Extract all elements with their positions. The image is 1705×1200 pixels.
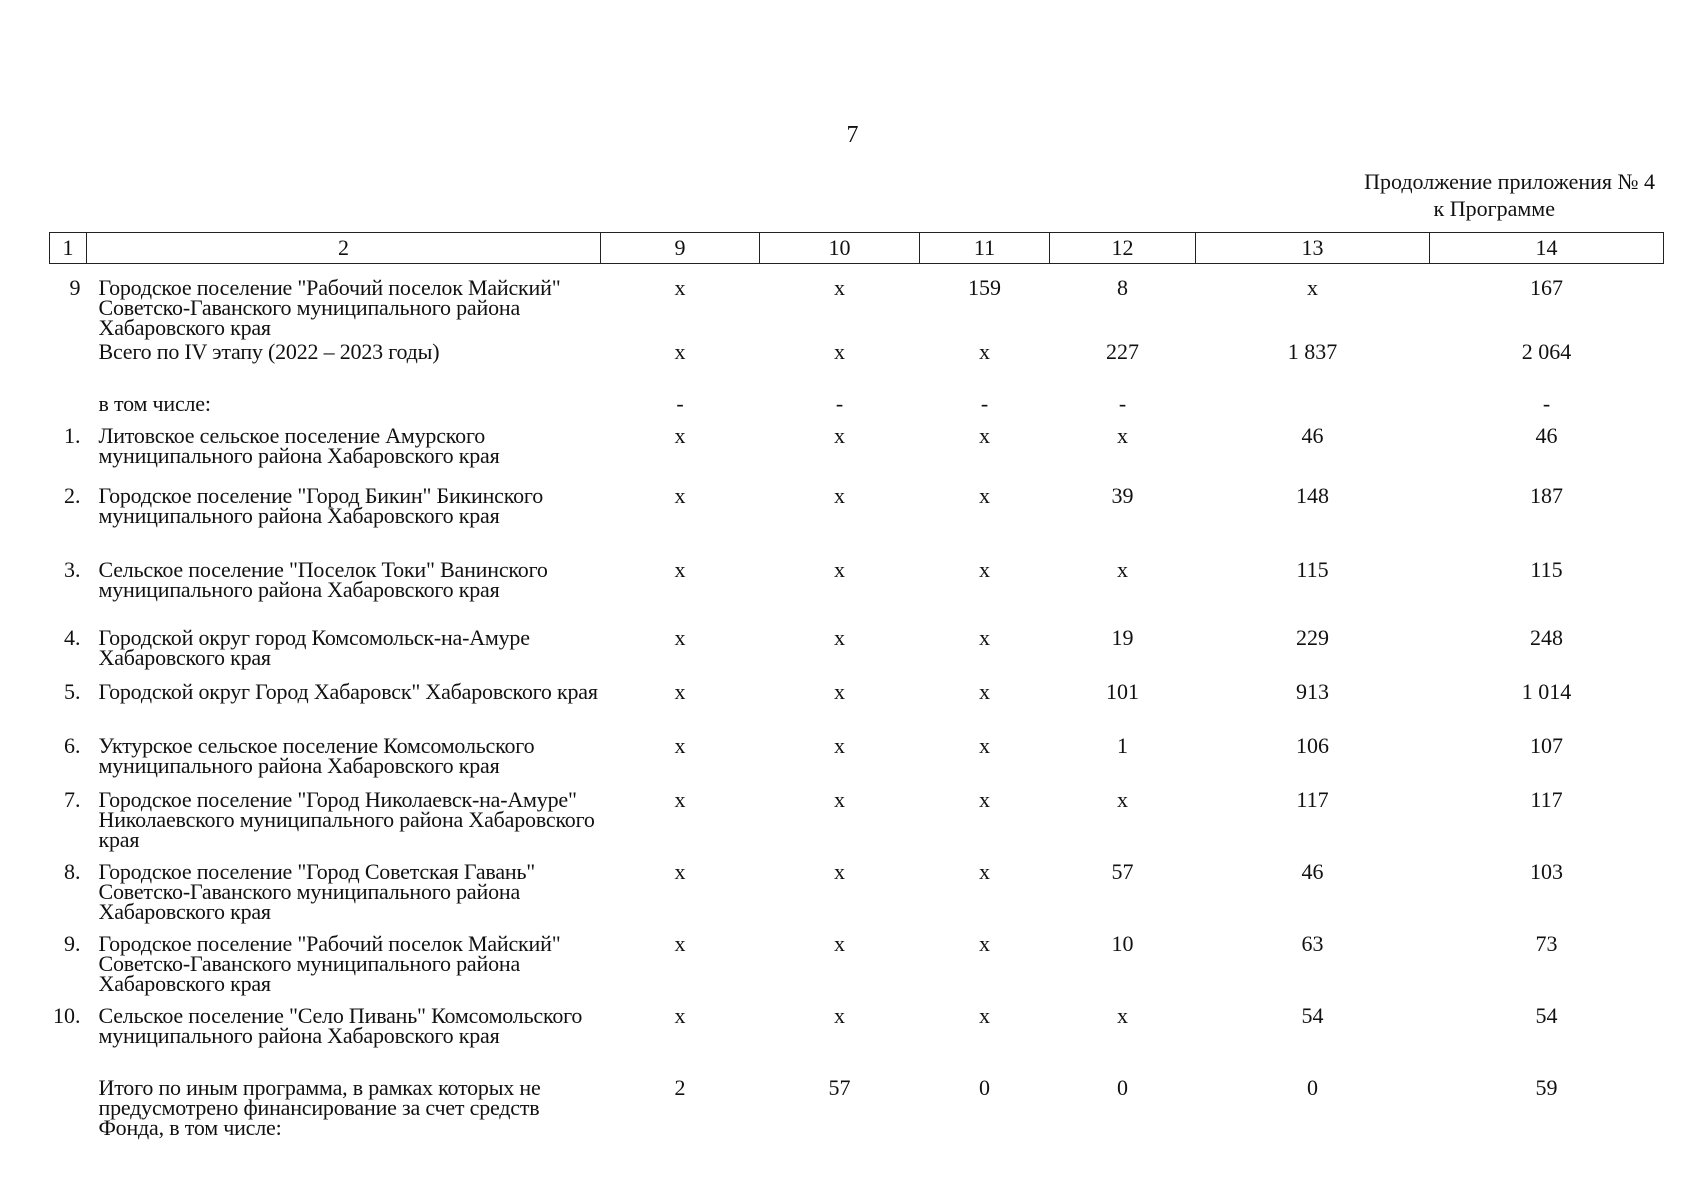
- row-value-col-9: х: [674, 423, 686, 448]
- row-value-col-9: -: [676, 391, 684, 416]
- row-value-col-10: х: [834, 557, 845, 582]
- row-value-col-14: 117: [1530, 787, 1563, 812]
- row-value-col-9: х: [674, 679, 686, 704]
- row-value-col-12: х: [1117, 1003, 1128, 1028]
- row-name: Сельское поселение "Поселок Токи" Ванинского муниципального района Хабаровского края: [98, 557, 548, 602]
- header-cell: 9: [601, 233, 760, 264]
- row-value-col-14: 59: [1535, 1075, 1558, 1100]
- row-value-col-12: 8: [1117, 275, 1128, 300]
- row-value-col-10: х: [834, 423, 845, 448]
- table-header: [50, 233, 1664, 264]
- row-value-col-9: х: [674, 1003, 686, 1028]
- row-value-col-13: 148: [1296, 483, 1329, 508]
- table-row: [50, 626, 1664, 680]
- row-value-col-10: х: [834, 1003, 845, 1028]
- row-value-col-14: 46: [1535, 423, 1558, 448]
- row-value-col-10: х: [834, 339, 845, 364]
- row-name: Городское поселение "Город Николаевск-на-Амуре" Николаевского муниципального района Хабаровского края: [98, 787, 595, 852]
- row-value-col-12: х: [1117, 423, 1128, 448]
- row-name: Городской округ Город Хабаровск" Хабаровского края: [98, 679, 598, 704]
- row-number: [50, 392, 87, 424]
- row-value-col-12: 57: [1111, 859, 1134, 884]
- row-number: 2.: [64, 483, 81, 508]
- row-value-col-11: 0: [979, 1075, 990, 1100]
- row-value-col-12: 10: [1111, 931, 1134, 956]
- row-value-col-13: 229: [1296, 625, 1329, 650]
- row-value-col-12: 1: [1117, 733, 1128, 758]
- row-name: Сельское поселение "Село Пивань" Комсомольского муниципального района Хабаровского края: [98, 1003, 583, 1048]
- row-name: Городское поселение "Город Бикин" Бикинского муниципального района Хабаровского края: [98, 483, 543, 528]
- row-value-col-12: х: [1117, 557, 1128, 582]
- row-value-col-11: х: [979, 625, 990, 650]
- table-row: [50, 1076, 1664, 1150]
- row-value-col-11: х: [979, 483, 990, 508]
- row-value-col-14: 2 064: [1521, 339, 1572, 364]
- row-number: 5.: [64, 679, 81, 704]
- header-row: [50, 233, 1664, 264]
- row-value-col-9: х: [674, 557, 686, 582]
- header-cell: 12: [1050, 233, 1196, 264]
- row-value-col-12: 19: [1111, 625, 1134, 650]
- table-row: [50, 860, 1664, 932]
- table-row: [50, 424, 1664, 484]
- row-value-col-13: 46: [1301, 859, 1324, 884]
- row-value-col-11: -: [980, 391, 989, 416]
- table-row: [50, 484, 1664, 558]
- row-name: Итого по иным программа, в рамках которых не предусмотрено финансирование за счет средств Фонда, в том числе:: [98, 1075, 541, 1140]
- row-value-col-13: 1 837: [1287, 339, 1338, 364]
- row-number: 8.: [64, 859, 81, 884]
- row-value-col-13: 46: [1301, 423, 1324, 448]
- row-number: [50, 1076, 87, 1150]
- row-value-col-10: х: [834, 787, 845, 812]
- table-row: [50, 392, 1664, 424]
- row-value-col-13: х: [1307, 275, 1318, 300]
- row-number: [50, 340, 87, 392]
- row-value-col-13: 117: [1296, 787, 1329, 812]
- row-value-col-13: 0: [1307, 1075, 1318, 1100]
- row-value-col-10: х: [834, 733, 845, 758]
- data-table: [49, 232, 1664, 1150]
- row-name: Всего по IV этапу (2022 – 2023 годы): [98, 339, 440, 364]
- row-value-col-12: 39: [1111, 483, 1134, 508]
- row-value-col-13: 54: [1301, 1003, 1324, 1028]
- row-value-col-12: 227: [1106, 339, 1139, 364]
- row-name: Городское поселение "Рабочий поселок Майский" Советско-Гаванского муниципального района Хабаровского края: [98, 275, 561, 340]
- header-cell: 1: [50, 233, 87, 264]
- row-value-col-11: х: [979, 859, 990, 884]
- row-value-col-14: 103: [1530, 859, 1563, 884]
- row-value-col-14: 115: [1530, 557, 1563, 582]
- row-name: Литовское сельское поселение Амурского муниципального района Хабаровского края: [98, 423, 500, 468]
- row-value-col-12: 101: [1106, 679, 1139, 704]
- row-value-col-13: 106: [1296, 733, 1329, 758]
- row-value-col-12: х: [1117, 787, 1128, 812]
- row-value-col-13: [1196, 392, 1430, 424]
- row-value-col-14: 167: [1530, 275, 1563, 300]
- row-value-col-11: х: [979, 557, 990, 582]
- row-value-col-11: х: [979, 339, 990, 364]
- appendix-caption: [1364, 168, 1655, 222]
- row-value-col-13: 913: [1296, 679, 1329, 704]
- row-value-col-9: х: [674, 275, 686, 300]
- row-value-col-10: х: [834, 625, 845, 650]
- table-row: [50, 558, 1664, 626]
- row-value-col-14: 54: [1535, 1003, 1558, 1028]
- row-value-col-12: 0: [1117, 1075, 1128, 1100]
- row-value-col-11: х: [979, 733, 990, 758]
- row-value-col-13: 115: [1296, 557, 1329, 582]
- row-value-col-11: 159: [968, 275, 1001, 300]
- row-value-col-11: х: [979, 423, 990, 448]
- row-number: 10.: [53, 1003, 81, 1028]
- row-value-col-9: х: [674, 931, 686, 956]
- row-value-col-11: х: [979, 679, 990, 704]
- table-row: [50, 734, 1664, 788]
- table-body: [50, 264, 1664, 1151]
- row-value-col-10: х: [834, 859, 845, 884]
- row-value-col-14: 1 014: [1521, 679, 1572, 704]
- row-number: 9.: [64, 931, 81, 956]
- row-value-col-11: х: [979, 1003, 990, 1028]
- row-value-col-11: х: [979, 931, 990, 956]
- row-value-col-10: х: [834, 483, 845, 508]
- row-value-col-9: х: [674, 625, 686, 650]
- table-row: [50, 276, 1664, 340]
- header-cell: 13: [1196, 233, 1430, 264]
- row-number: 1.: [64, 423, 81, 448]
- row-value-col-10: -: [835, 391, 844, 416]
- row-value-col-9: х: [674, 787, 686, 812]
- page-number: 7: [846, 122, 859, 148]
- row-number: 9: [69, 275, 81, 300]
- row-value-col-10: х: [834, 931, 845, 956]
- row-value-col-14: 107: [1530, 733, 1563, 758]
- row-value-col-11: х: [979, 787, 990, 812]
- row-value-col-10: х: [834, 275, 845, 300]
- row-value-col-14: 73: [1535, 931, 1558, 956]
- row-name: Уктурское сельское поселение Комсомольского муниципального района Хабаровского края: [98, 733, 535, 778]
- table-row: [50, 1004, 1664, 1076]
- table-row: [50, 788, 1664, 860]
- row-value-col-10: 57: [828, 1075, 851, 1100]
- table-row: [50, 340, 1664, 392]
- row-number: 7.: [64, 787, 81, 812]
- header-cell: 10: [760, 233, 920, 264]
- row-value-col-13: 63: [1301, 931, 1324, 956]
- header-cell: 11: [920, 233, 1050, 264]
- table-row: [50, 680, 1664, 734]
- row-value-col-12: -: [1118, 391, 1127, 416]
- appendix-caption-line1: Продолжение приложения № 4: [1364, 169, 1655, 194]
- row-value-col-9: х: [674, 339, 686, 364]
- row-value-col-9: 2: [674, 1075, 686, 1100]
- row-number: 6.: [64, 733, 81, 758]
- row-number: 4.: [64, 625, 81, 650]
- row-value-col-14: 187: [1530, 483, 1563, 508]
- row-value-col-14: -: [1542, 391, 1551, 416]
- row-value-col-9: х: [674, 859, 686, 884]
- row-name: Городское поселение "Город Советская Гавань" Советско-Гаванского муниципального района Хабаровского края: [98, 859, 536, 924]
- row-value-col-10: х: [834, 679, 845, 704]
- row-value-col-14: 248: [1530, 625, 1563, 650]
- row-name: в том числе:: [98, 391, 211, 416]
- row-number: 3.: [64, 557, 81, 582]
- row-name: Городской округ город Комсомольск-на-Амуре Хабаровского края: [98, 625, 530, 670]
- appendix-caption-line2: к Программе: [1433, 196, 1555, 221]
- header-cell: 14: [1430, 233, 1664, 264]
- row-value-col-9: х: [674, 483, 686, 508]
- row-value-col-9: х: [674, 733, 686, 758]
- row-name: Городское поселение "Рабочий поселок Майский" Советско-Гаванского муниципального района Хабаровского края: [98, 931, 561, 996]
- header-cell: 2: [87, 233, 601, 264]
- table-row: [50, 932, 1664, 1004]
